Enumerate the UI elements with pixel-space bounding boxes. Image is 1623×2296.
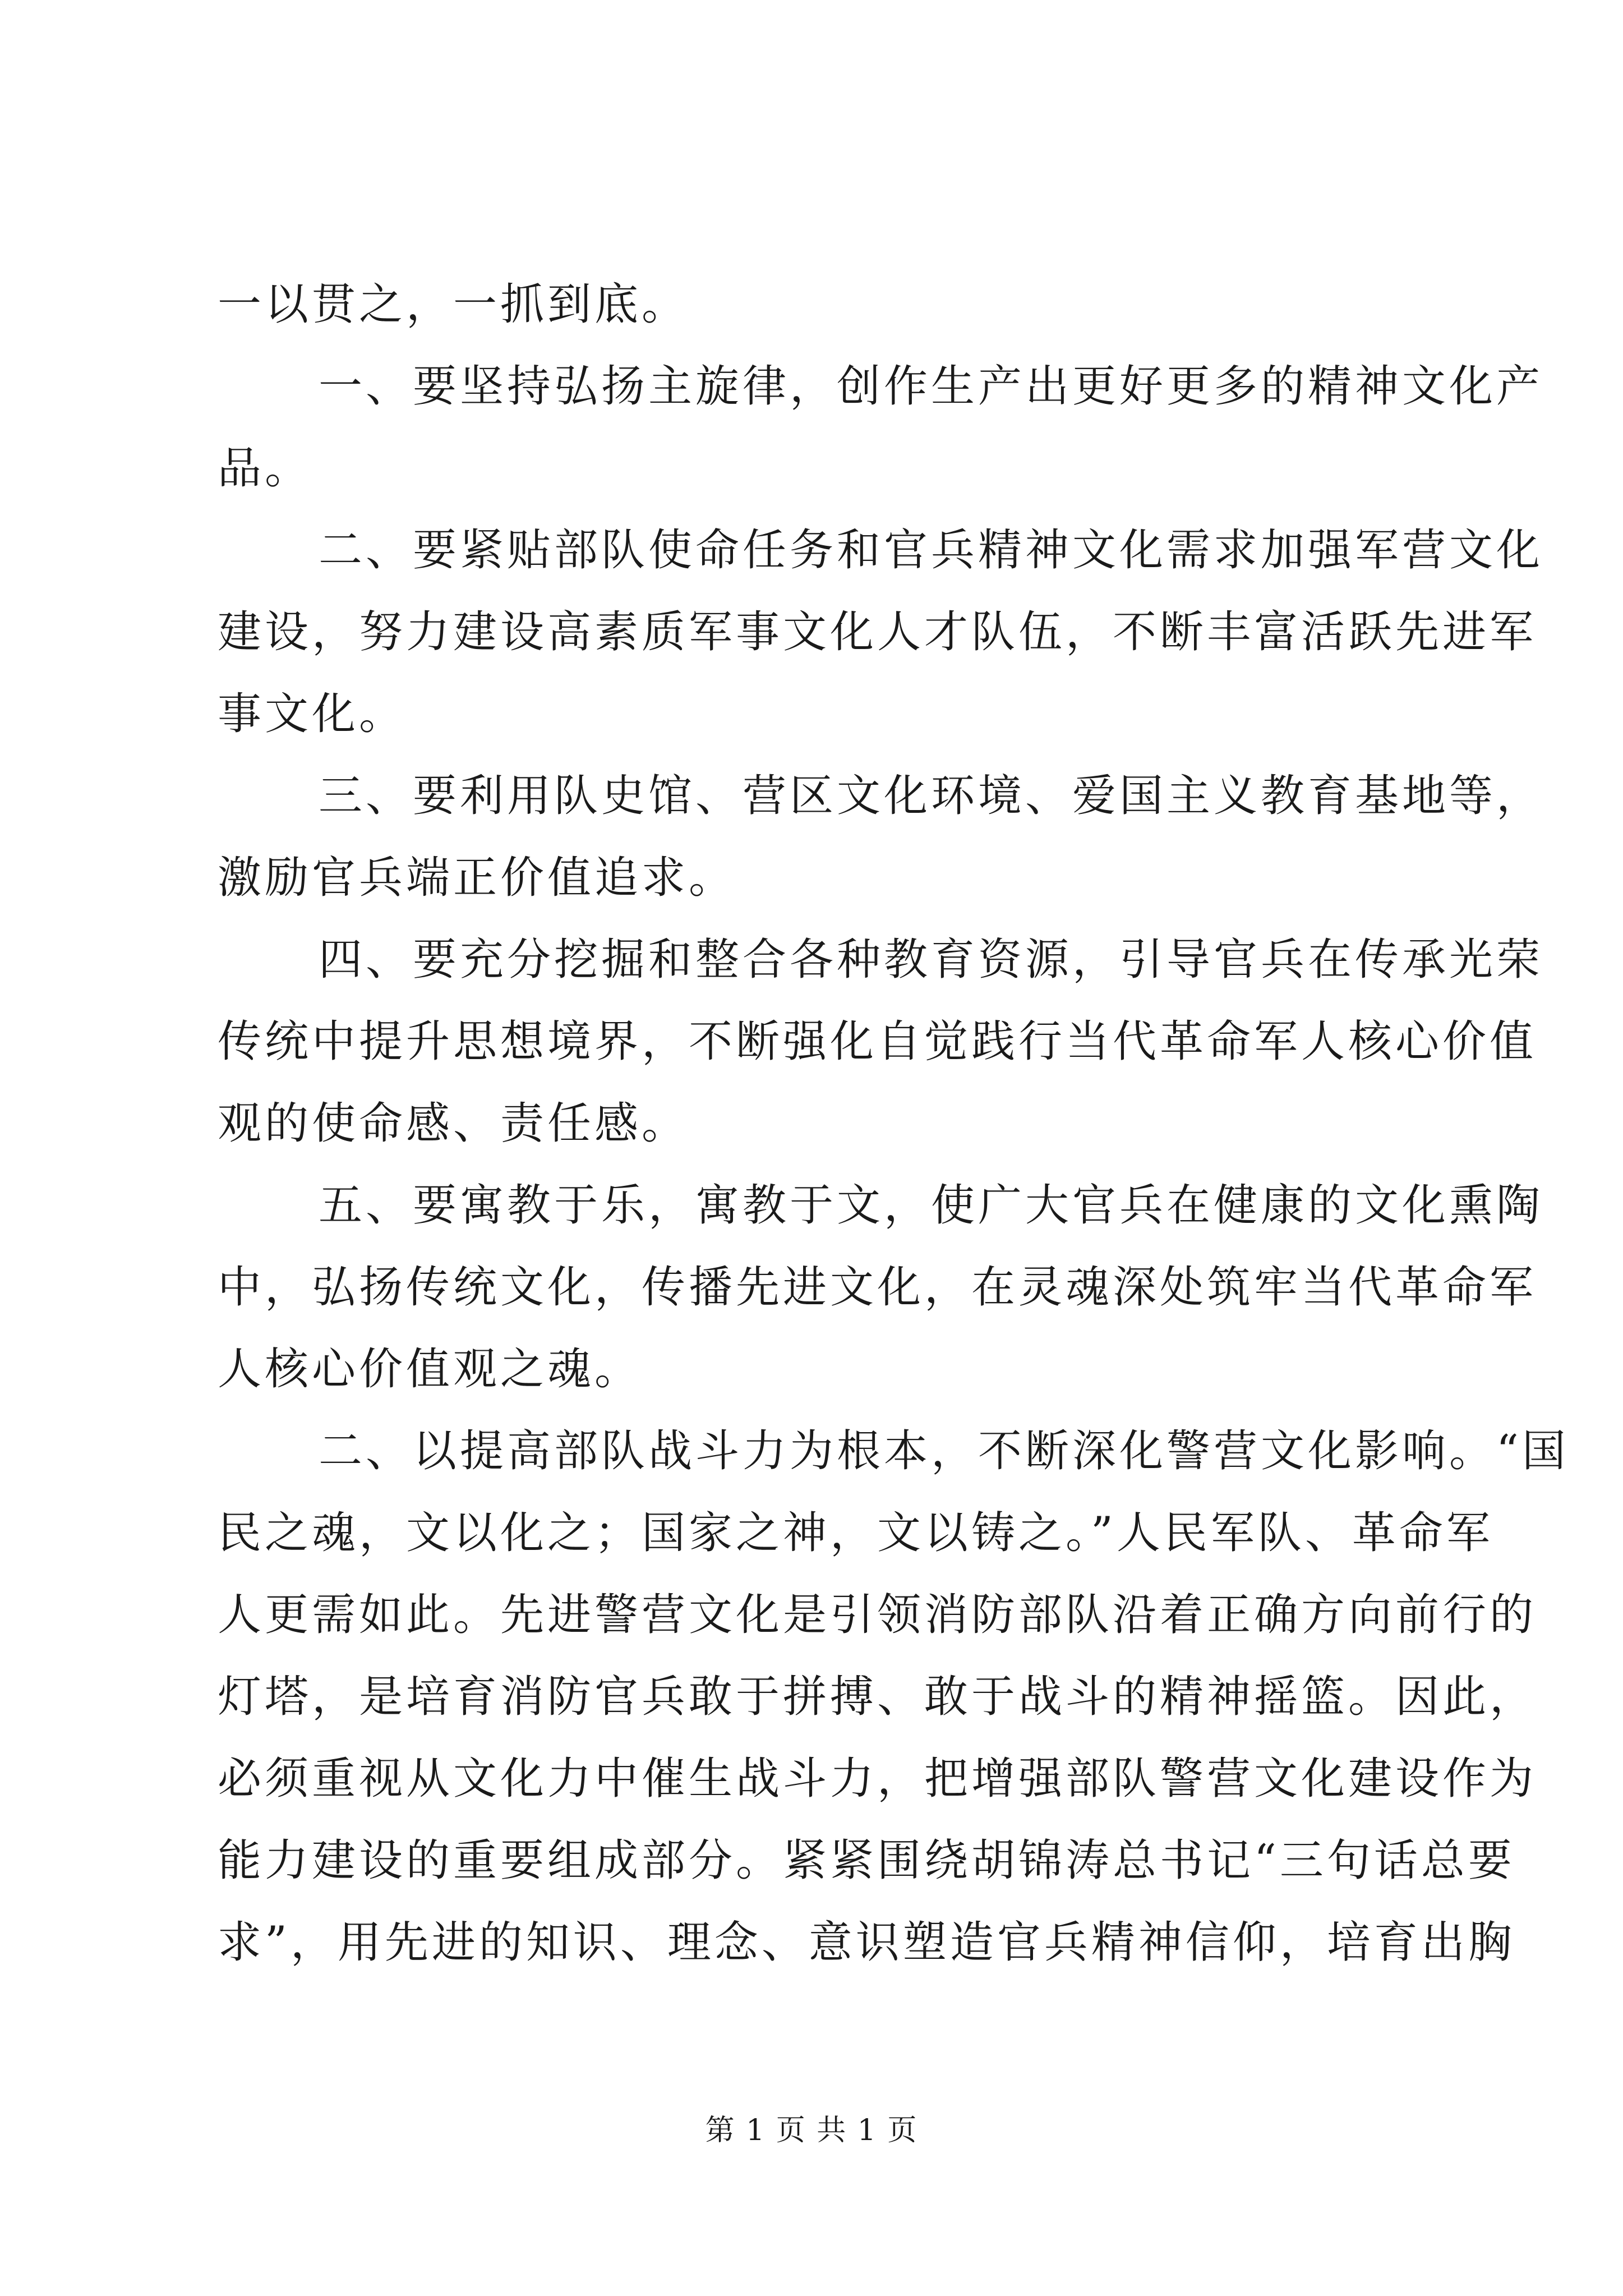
- text-line: 人核心价值观之魂。: [218, 1344, 642, 1395]
- page-footer: 第 1 页 共 1 页: [705, 2114, 918, 2147]
- text-line: 一以贯之，一抓到底。: [218, 279, 689, 330]
- text-line: 求”，用先进的知识、理念、意识塑造官兵精神信仰，培育出胸: [218, 1917, 1515, 1968]
- text-line: 灯塔，是培育消防官兵敢于拼搏、敢于战斗的精神摇篮。因此，: [218, 1672, 1537, 1722]
- text-line: 五、要寓教于乐，寓教于文，使广大官兵在健康的文化熏陶: [319, 1180, 1544, 1231]
- text-line: 中，弘扬传统文化，传播先进文化，在灵魂深处筑牢当代革命军: [218, 1262, 1537, 1313]
- text-line: 建设，努力建设高素质军事文化人才队伍，不断丰富活跃先进军: [218, 607, 1537, 657]
- text-line: 民之魂，文以化之；国家之神，文以铸之。”人民军队、革命军: [218, 1508, 1493, 1558]
- text-line: 二、要紧贴部队使命任务和官兵精神文化需求加强军营文化: [319, 525, 1544, 576]
- text-line: 一、要坚持弘扬主旋律，创作生产出更好更多的精神文化产: [319, 361, 1544, 412]
- text-line: 激励官兵端正价值追求。: [218, 853, 736, 903]
- text-line: 事文化。: [218, 689, 407, 739]
- text-line: 能力建设的重要组成部分。紧紧围绕胡锦涛总书记“三句话总要: [218, 1835, 1515, 1886]
- text-line: 必须重视从文化力中催生战斗力，把增强部队警营文化建设作为: [218, 1754, 1537, 1804]
- text-line: 四、要充分挖掘和整合各种教育资源，引导官兵在传承光荣: [319, 935, 1544, 985]
- text-line: 品。: [218, 443, 312, 494]
- text-line: 人更需如此。先进警营文化是引领消防部队沿着正确方向前行的: [218, 1590, 1537, 1640]
- text-line: 二、以提高部队战斗力为根本，不断深化警营文化影响。“国: [319, 1426, 1569, 1476]
- text-line: 传统中提升思想境界，不断强化自觉践行当代革命军人核心价值: [218, 1016, 1537, 1067]
- document-body: [218, 264, 1569, 1984]
- text-line: 观的使命感、责任感。: [218, 1098, 689, 1149]
- text-line: 三、要利用队史馆、营区文化环境、爱国主义教育基地等，: [319, 771, 1544, 821]
